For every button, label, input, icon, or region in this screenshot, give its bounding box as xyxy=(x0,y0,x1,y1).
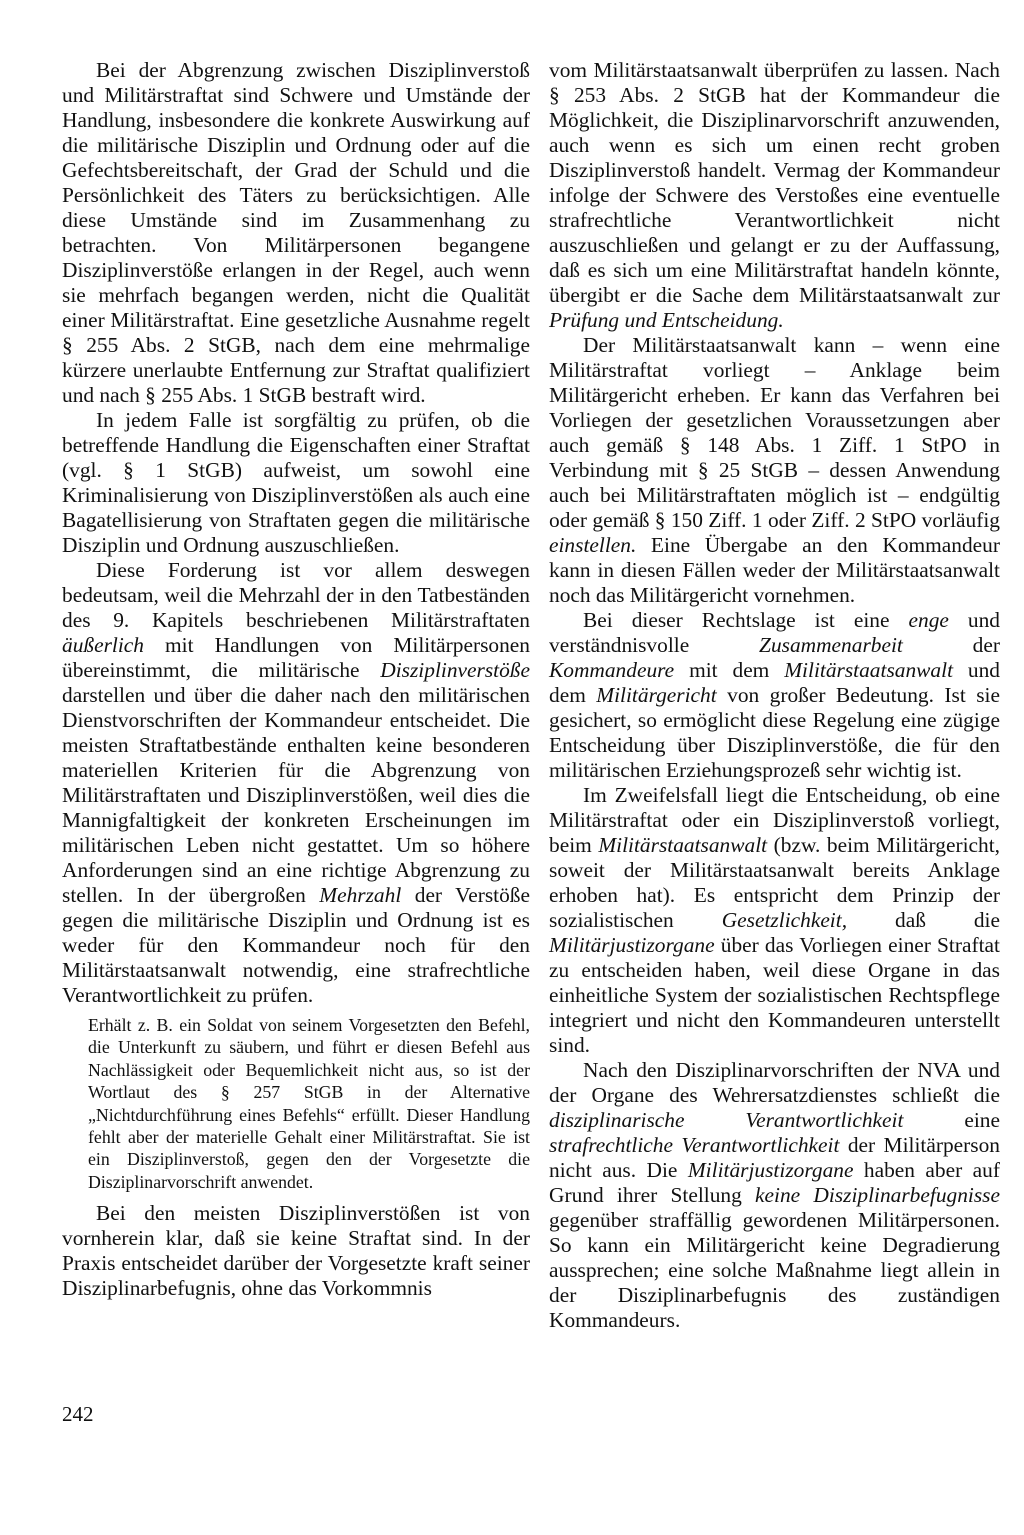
emphasis-text: Militärstaatsanwalt xyxy=(598,833,768,857)
body-paragraph xyxy=(62,558,530,1008)
emphasis-text: Militärgericht xyxy=(596,683,717,707)
emphasis-text: Militärjustizorgane xyxy=(549,933,715,957)
continued-paragraph xyxy=(549,58,1000,333)
paragraph-text: der xyxy=(902,633,1000,657)
emphasis-text: strafrechtliche Verantwortlichkeit xyxy=(549,1133,840,1157)
paragraph-text: der Verstöße gegen die militärische Disziplin und Ordnung ist es weder für den Kommandeur noch für den Militärstaatsanwalt notwendig, eine strafrechtliche Verantwortlichkeit zu prüfen. xyxy=(62,883,530,1007)
paragraph-text: gegenüber straffällig gewordenen Militärpersonen. So kann ein Militärgericht keine Degradierung aussprechen; eine solche Maßnahme liegt allein in der Disziplinarbefugnis des zuständigen Kommandeurs. xyxy=(549,1208,1000,1332)
paragraph-text: Eine Übergabe an den Kommandeur kann in diesen Fällen weder der Militärstaatsanwalt noch das Militärgericht vornehmen. xyxy=(549,533,1000,607)
body-paragraph xyxy=(549,783,1000,1058)
emphasis-text: Zusammenarbeit xyxy=(759,633,903,657)
paragraph-text: und verständnisvolle xyxy=(549,608,1001,657)
paragraph-text: Der Militärstaatsanwalt kann – wenn eine Militärstraftat vorliegt – Anklage beim Militärgericht erheben. Er kann das Verfahren bei Vorliegen der gesetzlichen Voraussetzungen aber auch gemäß § 148 Abs. 1 Ziff. 1 StPO in Verbindung mit § 25 StGB – dessen Anwendung auch bei Militärstraftaten möglich ist – endgültig oder gemäß § 150 Ziff. 1 oder Ziff. 2 StPO vorläufig xyxy=(549,333,1000,532)
paragraph-text: Im Zweifelsfall liegt die Entscheidung, ob eine Militärstraftat oder ein Disziplinverstoß vorliegt, beim xyxy=(549,783,1000,857)
body-paragraph xyxy=(549,608,1000,783)
left-text-column xyxy=(62,58,530,1301)
emphasis-text: enge xyxy=(908,608,949,632)
emphasis-text: Kommandeure xyxy=(549,658,675,682)
paragraph-text: Bei der Abgrenzung zwischen Disziplinverstoß und Militärstraftat sind Schwere und Umstände der Handlung, insbesondere die konkrete Auswirkung auf die militärische Disziplin und Ordnung oder auf die Gefechtsbereitschaft, der Grad der Schuld und die Persönlichkeit des Täters zu berücksichtigen. Alle diese Umstände sind im Zusammenhang zu betrachten. Von Militärpersonen begangene Disziplinverstöße erlangen in der Regel, auch wenn sie mehrfach begangen werden, nicht die Qualität einer Militärstraftat. Eine gesetzliche Ausnahme regelt § 255 Abs. 2 StGB, nach dem eine mehrmalige kürzere unerlaubte Entfernung zur Straftat qualifiziert und nach § 255 Abs. 1 StGB bestraft wird. xyxy=(62,58,530,407)
body-paragraph xyxy=(62,58,530,408)
emphasis-text: einstellen. xyxy=(549,533,637,557)
paragraph-text: mit dem xyxy=(674,658,785,682)
right-text-column xyxy=(549,58,1000,1333)
paragraph-text: Erhält z. B. ein Soldat von seinem Vorgesetzten den Befehl, die Unterkunft zu säubern, und führt er diesen Befehl aus Nachlässigkeit oder Bequemlichkeit nicht aus, so ist der Wortlaut des § 257 StGB in der Alternative „Nichtdurchführung eines Befehls“ erfüllt. Dieser Handlung fehlt aber der materielle Gehalt einer Militärstraftat. Sie ist ein Disziplinverstoß, gegen den der Vorgesetzte die Disziplinarvorschrift anwendet. xyxy=(88,1015,530,1192)
body-paragraph xyxy=(62,1201,530,1301)
paragraph-text: von großer Bedeutung. Ist sie gesichert, so ermöglicht diese Regelung eine zügige Entscheidung über Disziplinverstöße, die für den militärischen Erziehungsprozeß sehr wichtig ist. xyxy=(549,683,1000,782)
paragraph-text: der Militärperson nicht aus. Die xyxy=(549,1133,1000,1182)
emphasis-text: Prüfung und Entscheidung. xyxy=(549,308,784,332)
paragraph-text: (bzw. beim Militärgericht, soweit der Militärstaatsanwalt bereits Anklage erhoben hat). Es entspricht dem Prinzip der sozialistischen xyxy=(549,833,1000,932)
paragraph-text: Bei den meisten Disziplinverstößen ist von vornherein klar, daß sie keine Straftat sind. In der Praxis entscheidet darüber der Vorgesetzte kraft seiner Disziplinarbefugnis, ohne das Vorkommnis xyxy=(62,1201,530,1301)
paragraph-text: Diese Forderung ist vor allem deswegen bedeutsam, weil die Mehrzahl der in den Tatbeständen des 9. Kapitels beschriebenen Militärstraftaten xyxy=(62,558,530,632)
emphasis-text: keine Disziplinarbefugnisse xyxy=(755,1183,1000,1207)
paragraph-text: mit Handlungen von Militärpersonen übereinstimmt, die militärische xyxy=(62,633,530,682)
body-paragraph xyxy=(62,408,530,558)
emphasis-text: Militärstaatsanwalt xyxy=(784,658,954,682)
paragraph-text: über das Vorliegen einer Straftat zu entscheiden haben, weil diese Organe in das einheitliche System der sozialistischen Rechtspflege integriert und nicht den Kommandeuren unterstellt sind. xyxy=(549,933,1000,1057)
paragraph-text: In jedem Falle ist sorgfältig zu prüfen, ob die betreffende Handlung die Eigenschaften einer Straftat (vgl. § 1 StGB) aufweist, um sowohl eine Kriminalisierung von Disziplinverstößen als auch eine Bagatellisierung von Straftaten gegen die militärische Disziplin und Ordnung auszuschließen. xyxy=(62,408,530,557)
emphasis-text: Gesetzlichkeit, xyxy=(721,908,848,932)
emphasis-text: disziplinarische Verantwortlichkeit xyxy=(549,1108,904,1132)
example-paragraph xyxy=(88,1014,530,1193)
emphasis-text: äußerlich xyxy=(62,633,144,657)
paragraph-text: Bei dieser Rechtslage ist eine xyxy=(583,608,909,632)
paragraph-text: Nach den Disziplinarvorschriften der NVA und der Organe des Wehrersatzdienstes schließt die xyxy=(549,1058,1000,1107)
page-number: 242 xyxy=(62,1402,94,1426)
emphasis-text: Militärjustizorgane xyxy=(687,1158,854,1182)
paragraph-text: haben aber auf Grund ihrer Stellung xyxy=(549,1158,1000,1207)
paragraph-text: vom Militärstaatsanwalt überprüfen zu lassen. Nach § 253 Abs. 2 StGB hat der Kommandeur die Möglichkeit, die Disziplinarvorschrift anzuwenden, auch wenn es sich um einen recht groben Disziplinverstoß handelt. Vermag der Kommandeur infolge der Schwere des Verstoßes eine eventuelle strafrechtliche Verantwortlichkeit nicht auszuschließen und gelangt er zu der Auffassung, daß es sich um eine Militärstraftat handeln könnte, übergibt er die Sache dem Militärstaatsanwalt zur xyxy=(549,58,1000,307)
paragraph-text: und dem xyxy=(549,658,1000,707)
paragraph-text: eine xyxy=(903,1108,1000,1132)
paragraph-text: daß die xyxy=(847,908,1000,932)
emphasis-text: Disziplinverstöße xyxy=(380,658,530,682)
body-paragraph xyxy=(549,1058,1000,1333)
paragraph-text: darstellen und über die daher nach den militärischen Dienstvorschriften der Kommandeur entscheidet. Die meisten Straftatbestände enthalten keine besonderen materiellen Kriterien für die Abgrenzung von Militärstraftaten und Disziplinverstößen, weil dies die Mannigfaltigkeit der konkreten Erscheinungen im militärischen Leben nicht gestattet. Um so höhere Anforderungen sind an eine richtige Abgrenzung zu stellen. In der übergroßen xyxy=(62,683,530,907)
emphasis-text: Mehrzahl xyxy=(319,883,402,907)
body-paragraph xyxy=(549,333,1000,608)
